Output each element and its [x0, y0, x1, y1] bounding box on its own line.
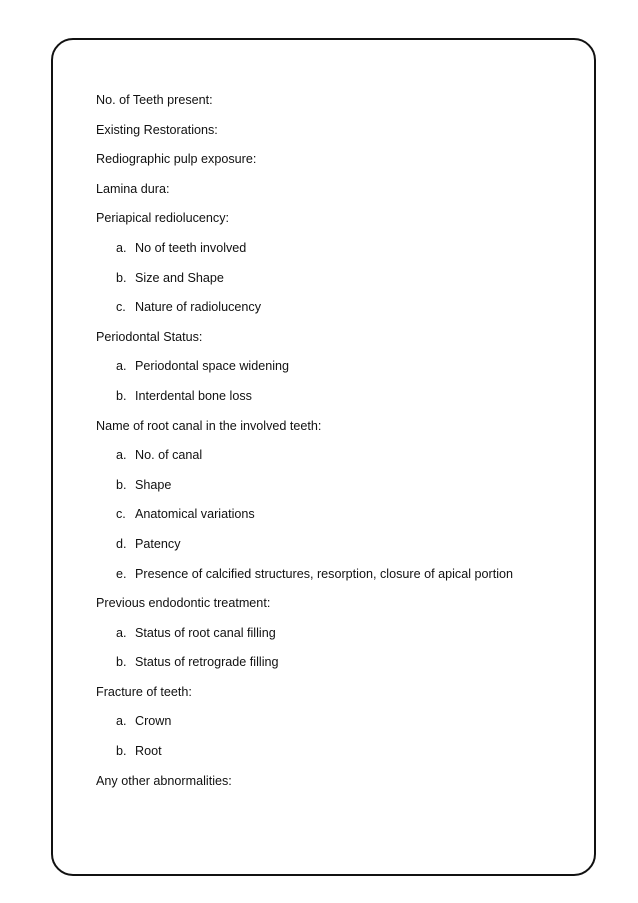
- subitem-teeth-involved: a. No of teeth involved: [116, 240, 247, 255]
- subitem-no-of-canal: a. No. of canal: [116, 448, 203, 463]
- subitem-space-widening: a. Periodontal space widening: [116, 359, 290, 374]
- list-marker: a.: [116, 359, 127, 374]
- subitem-root-canal-filling: a. Status of root canal filling: [116, 625, 276, 640]
- list-marker: e.: [116, 566, 127, 581]
- list-marker: a.: [116, 714, 127, 729]
- list-marker: b.: [116, 655, 127, 670]
- subitem-shape: b. Shape: [116, 477, 172, 492]
- subitem-anatomical-variations: c. Anatomical variations: [116, 507, 255, 522]
- field-pulp-exposure: Rediographic pulp exposure:: [96, 152, 257, 167]
- list-marker: b.: [116, 270, 127, 285]
- list-marker: c.: [116, 300, 126, 315]
- subitem-root: b. Root: [116, 744, 162, 759]
- field-other-abnormalities: Any other abnormalities:: [96, 773, 232, 788]
- subitem-retrograde-filling: b. Status of retrograde filling: [116, 655, 279, 670]
- subitem-size-shape: b. Size and Shape: [116, 270, 224, 285]
- subitem-patency: d. Patency: [116, 536, 181, 551]
- list-marker: a.: [116, 625, 127, 640]
- field-periapical-radiolucency: Periapical rediolucency:: [96, 211, 230, 226]
- examination-checklist: [96, 92, 596, 802]
- list-marker: a.: [116, 448, 127, 463]
- list-marker: c.: [116, 507, 126, 522]
- field-previous-treatment: Previous endodontic treatment:: [96, 596, 271, 611]
- list-marker: b.: [116, 477, 127, 492]
- subitem-crown: a. Crown: [116, 714, 172, 729]
- subitem-nature-radiolucency: c. Nature of radiolucency: [116, 300, 262, 315]
- subitem-calcified-structures: e. Presence of calcified structures, resorption, closure of apical portion: [116, 566, 513, 581]
- field-fracture-of-teeth: Fracture of teeth:: [96, 684, 192, 699]
- list-marker: b.: [116, 744, 127, 759]
- subitem-bone-loss: b. Interdental bone loss: [116, 388, 252, 403]
- list-marker: b.: [116, 388, 127, 403]
- field-periodontal-status: Periodontal Status:: [96, 329, 203, 344]
- field-teeth-present: No. of Teeth present:: [96, 93, 213, 107]
- list-marker: a.: [116, 240, 127, 255]
- field-lamina-dura: Lamina dura:: [96, 181, 170, 196]
- field-existing-restorations: Existing Restorations:: [96, 122, 218, 137]
- list-marker: d.: [116, 536, 127, 551]
- field-root-canal-name: Name of root canal in the involved teeth:: [96, 418, 322, 433]
